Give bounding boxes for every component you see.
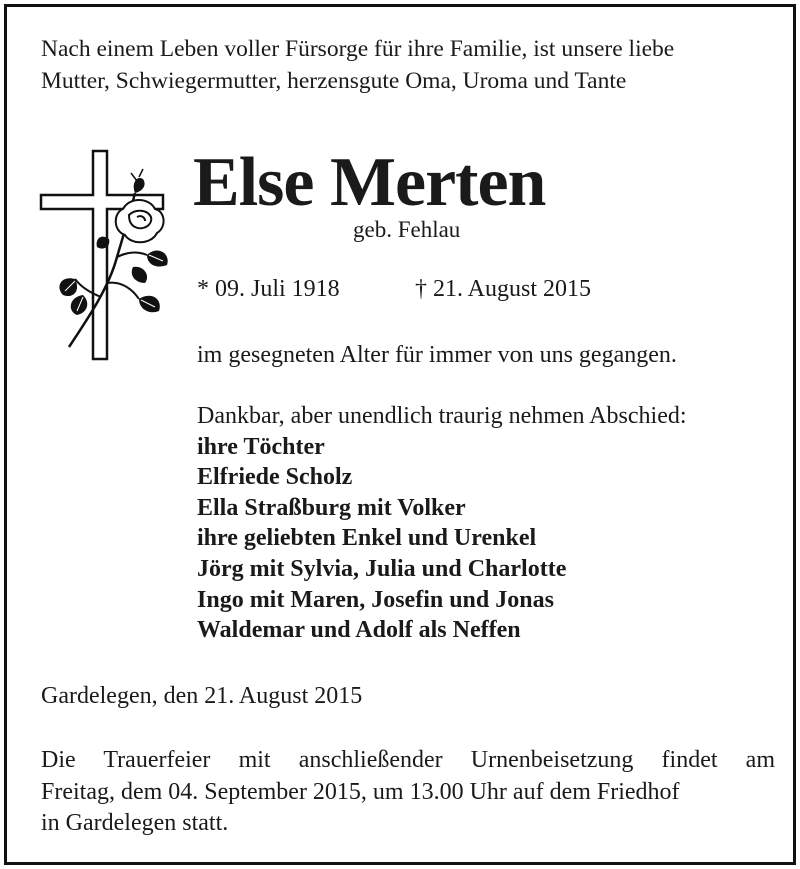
funeral-line-2: Freitag, dem 04. September 2015, um 13.00 Uhr auf dem Friedhof [41,778,680,805]
deceased-name: Else Merten [193,144,546,221]
intro-text [41,33,781,97]
cross-with-rose-icon [39,147,179,367]
mourner-line: Jörg mit Sylvia, Julia und Charlotte [197,555,567,582]
funeral-info [41,745,775,840]
birth-date: * 09. Juli 1918 [197,276,340,302]
mourner-line: Ingo mit Maren, Josefin und Jonas [197,586,554,613]
mourner-line: Elfriede Scholz [197,464,353,491]
maiden-name: geb. Fehlau [353,217,461,242]
mourner-line: Ella Straßburg mit Volker [197,494,466,521]
intro-line-1: Nach einem Leben voller Fürsorge für ihre Familie, ist unsere liebe [41,36,675,62]
mourner-line: ihre Töchter [197,433,325,460]
mourners-intro: Dankbar, aber unendlich traurig nehmen Abschied: [197,403,687,429]
age-line: im gesegneten Alter für immer von uns gegangen. [197,342,677,368]
mourner-line: ihre geliebten Enkel und Urenkel [197,525,537,552]
funeral-line-3: in Gardelegen statt. [41,810,229,836]
death-date: † 21. August 2015 [415,276,592,302]
mourners-list [197,401,687,646]
obituary-frame [4,4,796,865]
life-dates [197,276,592,303]
mourner-line: Waldemar und Adolf als Neffen [197,617,521,644]
place-date: Gardelegen, den 21. August 2015 [41,683,363,709]
funeral-line-1: Die Trauerfeier mit anschließender Urnenbeisetzung findet am [41,747,775,773]
intro-line-2: Mutter, Schwiegermutter, herzensgute Oma, Uroma und Tante [41,68,627,94]
